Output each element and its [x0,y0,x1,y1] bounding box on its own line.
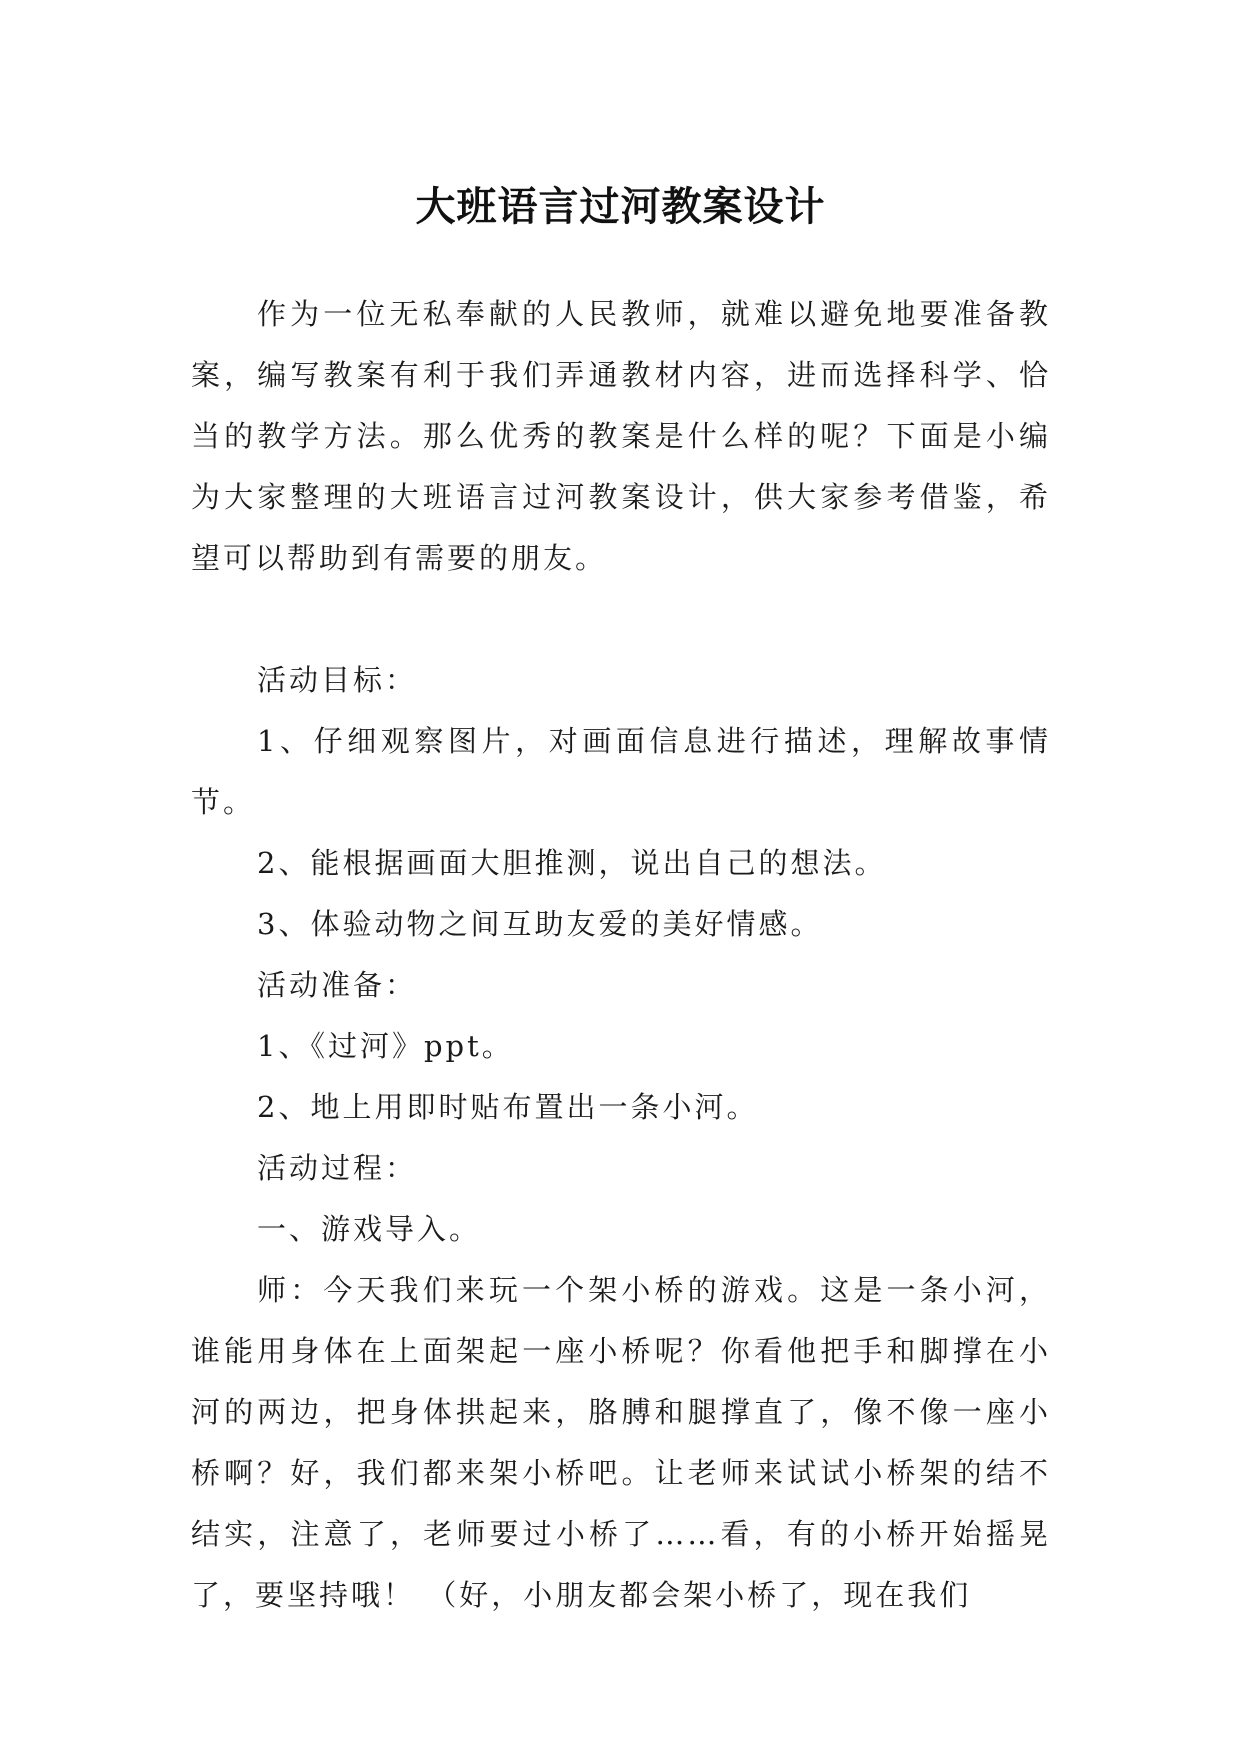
goal-item-2: 2、能根据画面大胆推测，说出自己的想法。 [257,846,887,880]
preparation-item-1: 1、《过河》ppt。 [257,1029,514,1063]
section-heading-process: 活动过程： [257,1151,418,1185]
section-heading-goals: 活动目标： [257,663,418,697]
document-body [191,284,1051,1626]
process-step-1-heading: 一、游戏导入。 [257,1212,482,1246]
intro-paragraph: 作为一位无私奉献的人民教师，就难以避免地要准备教案，编写教案有利于我们弄通教材内容，进而选择科学、恰当的教学方法。那么优秀的教案是什么样的呢？下面是小编为大家整理的大班语言过河教案设计，供大家参考借鉴，希望可以帮助到有需要的朋友。 [191,297,1051,575]
document-title: 大班语言过河教案设计 [415,183,826,230]
process-step-1-text: 师：今天我们来玩一个架小桥的游戏。这是一条小河，谁能用身体在上面架起一座小桥呢？你看他把手和脚撑在小河的两边，把身体拱起来，胳膊和腿撑直了，像不像一座小桥啊？好，我们都来架小桥吧。让老师来试试小桥架的结不结实，注意了，老师要过小桥了……看，有的小桥开始摇晃了，要坚持哦！ （好，小朋友都会架小桥了，现在我们 [191,1273,1051,1612]
preparation-item-2: 2、地上用即时贴布置出一条小河。 [257,1090,759,1124]
section-heading-preparation: 活动准备： [257,968,418,1002]
goal-item-1: 1、仔细观察图片，对画面信息进行描述，理解故事情节。 [191,724,1051,819]
goal-item-3: 3、体验动物之间互助友爱的美好情感。 [257,907,823,941]
